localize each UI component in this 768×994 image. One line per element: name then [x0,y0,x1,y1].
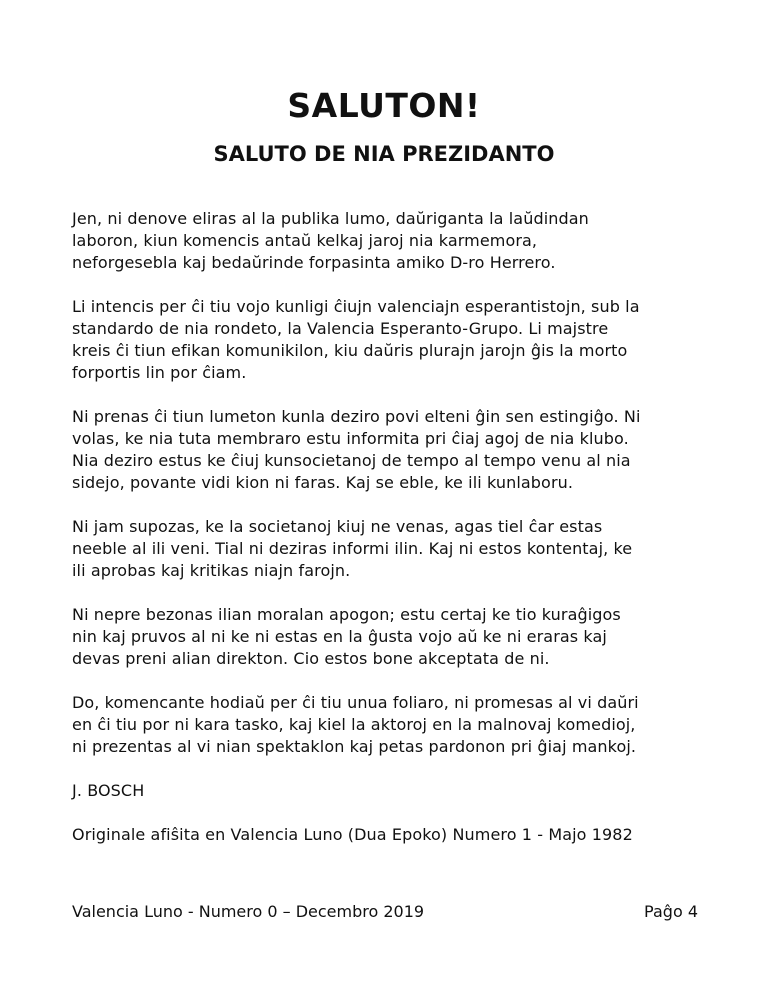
paragraph-3: Ni prenas ĉi tiun lumeton kunla deziro povi elteni ĝin sen estingiĝo. Ni volas, ke nia tuta membraro estu informita pri ĉiaj agoj de nia klubo. Nia deziro estus ke ĉiuj kunsocietanoj de tempo al tempo venu al nia sidejo, povante vidi kion ni faras. Kaj se eble, ke ili kunlaboru. [72,407,641,492]
page-subtitle: SALUTO DE NIA PREZIDANTO [213,142,555,166]
paragraph-2: Li intencis per ĉi tiu vojo kunligi ĉiujn valenciajn esperantistojn, sub la standardo de nia rondeto, la Valencia Esperanto-Grupo. Li majstre kreis ĉi tiun efikan komunikilon, kiu daŭris plurajn jarojn ĝis la morto forportis lin por ĉiam. [72,297,640,382]
page-title: SALUTON! [287,86,481,125]
paragraph-1: Jen, ni denove eliras al la publika lumo, daŭriganta la laŭdindan laboron, kiun komencis antaŭ kelkaj jaroj nia karmemora, neforgesebla kaj bedaŭrinde forpasinta amiko D-ro Herrero. [72,209,589,272]
footer-page-number: Paĝo 4 [644,902,698,921]
paragraph-4: Ni jam supozas, ke la societanoj kiuj ne venas, agas tiel ĉar estas neeble al ili veni. Tial ni deziras informi ilin. Kaj ni estos kontentaj, ke ili aprobas kaj kritikas niajn farojn. [72,517,633,580]
paragraph-6: Do, komencante hodiaŭ per ĉi tiu unua foliaro, ni promesas al vi daŭri en ĉi tiu por ni kara tasko, kaj kiel la aktoroj en la malnovaj komedioj, ni prezentas al vi nian spektaklon kaj petas pardonon pri ĝiaj mankoj. [72,693,639,756]
footer-publication: Valencia Luno - Numero 0 – Decembro 2019 [72,902,425,921]
paragraph-5: Ni nepre bezonas ilian moralan apogon; estu certaj ke tio kuraĝigos nin kaj pruvos al ni ke ni estas en la ĝusta vojo aŭ ke ni eraras kaj devas preni alian direkton. Cio estos bone akceptata de ni. [72,605,621,668]
signature: J. BOSCH [72,781,145,800]
source-note: Originale afiŝita en Valencia Luno (Dua Epoko) Numero 1 - Majo 1982 [72,825,633,844]
article-body [72,208,712,868]
